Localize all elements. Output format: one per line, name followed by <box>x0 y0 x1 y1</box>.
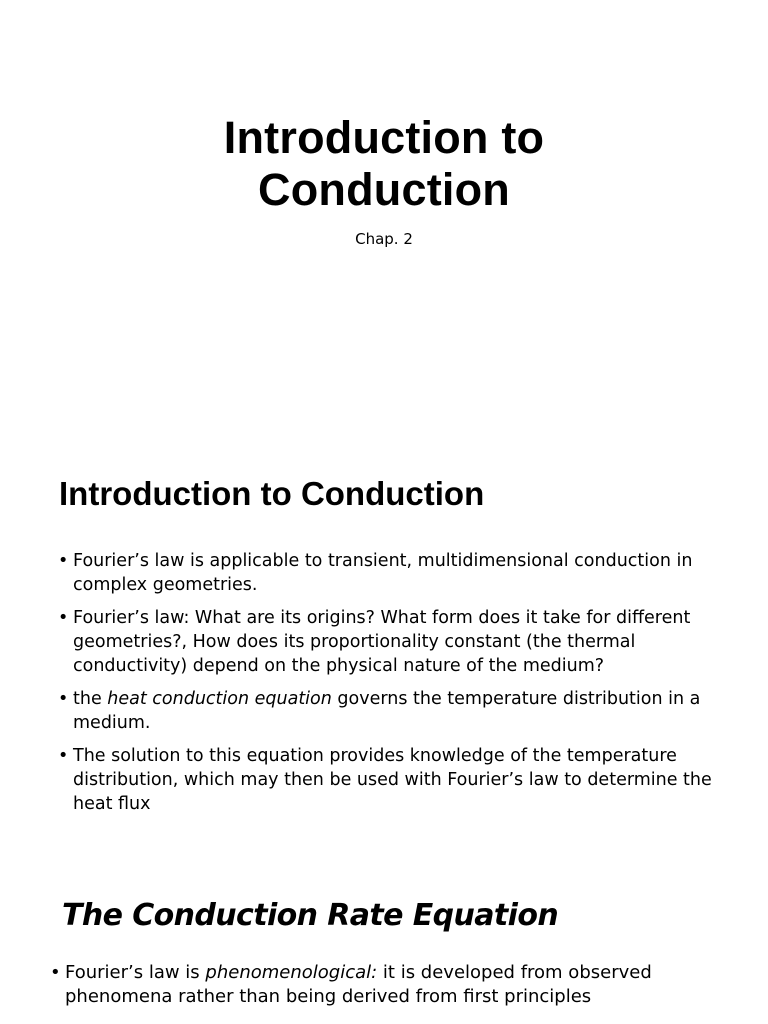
slide-subtitle: Chap. 2 <box>355 230 413 248</box>
slide-title-line1: Introduction to <box>223 112 545 163</box>
bullet-text-before: Fourier’s law is <box>65 962 206 983</box>
bullet-text: Fourier’s law: What are its origins? What form does it take for different geometries?, How does its proportionality constant (the thermal conductivity) depend on the physical nature of the medium? <box>73 608 691 676</box>
bullet-item <box>50 961 730 1009</box>
intro-slide <box>0 420 768 850</box>
slide-title-line2: Conduction <box>258 164 510 215</box>
bullet-text: Fourier’s law is applicable to transient, multidimensional conduction in complex geometries. <box>73 551 693 595</box>
bullet-list <box>50 961 730 1018</box>
bullet-list <box>58 549 718 825</box>
bullet-item <box>58 549 718 597</box>
bullet-text-after: governs the temperature distribution in a medium. <box>73 689 701 733</box>
slide-heading: The Conduction Rate Equation <box>62 898 559 933</box>
bullet-item <box>58 687 718 735</box>
bullet-item <box>58 606 718 678</box>
rate-equation-slide <box>0 850 768 1024</box>
slide-heading: Introduction to Conduction <box>59 475 485 512</box>
bullet-item <box>58 744 718 816</box>
bullet-emphasis: heat conduction equation <box>107 689 332 709</box>
slide-title <box>0 112 768 216</box>
title-slide <box>0 0 768 420</box>
bullet-text: The solution to this equation provides knowledge of the temperature distribution, which may then be used with Fourier’s law to determine the heat flux <box>73 746 712 814</box>
bullet-text-before: the <box>73 689 108 709</box>
bullet-text-after: it is developed from observed phenomena rather than being derived from first principles <box>65 962 652 1007</box>
bullet-emphasis: phenomenological: <box>205 962 378 983</box>
